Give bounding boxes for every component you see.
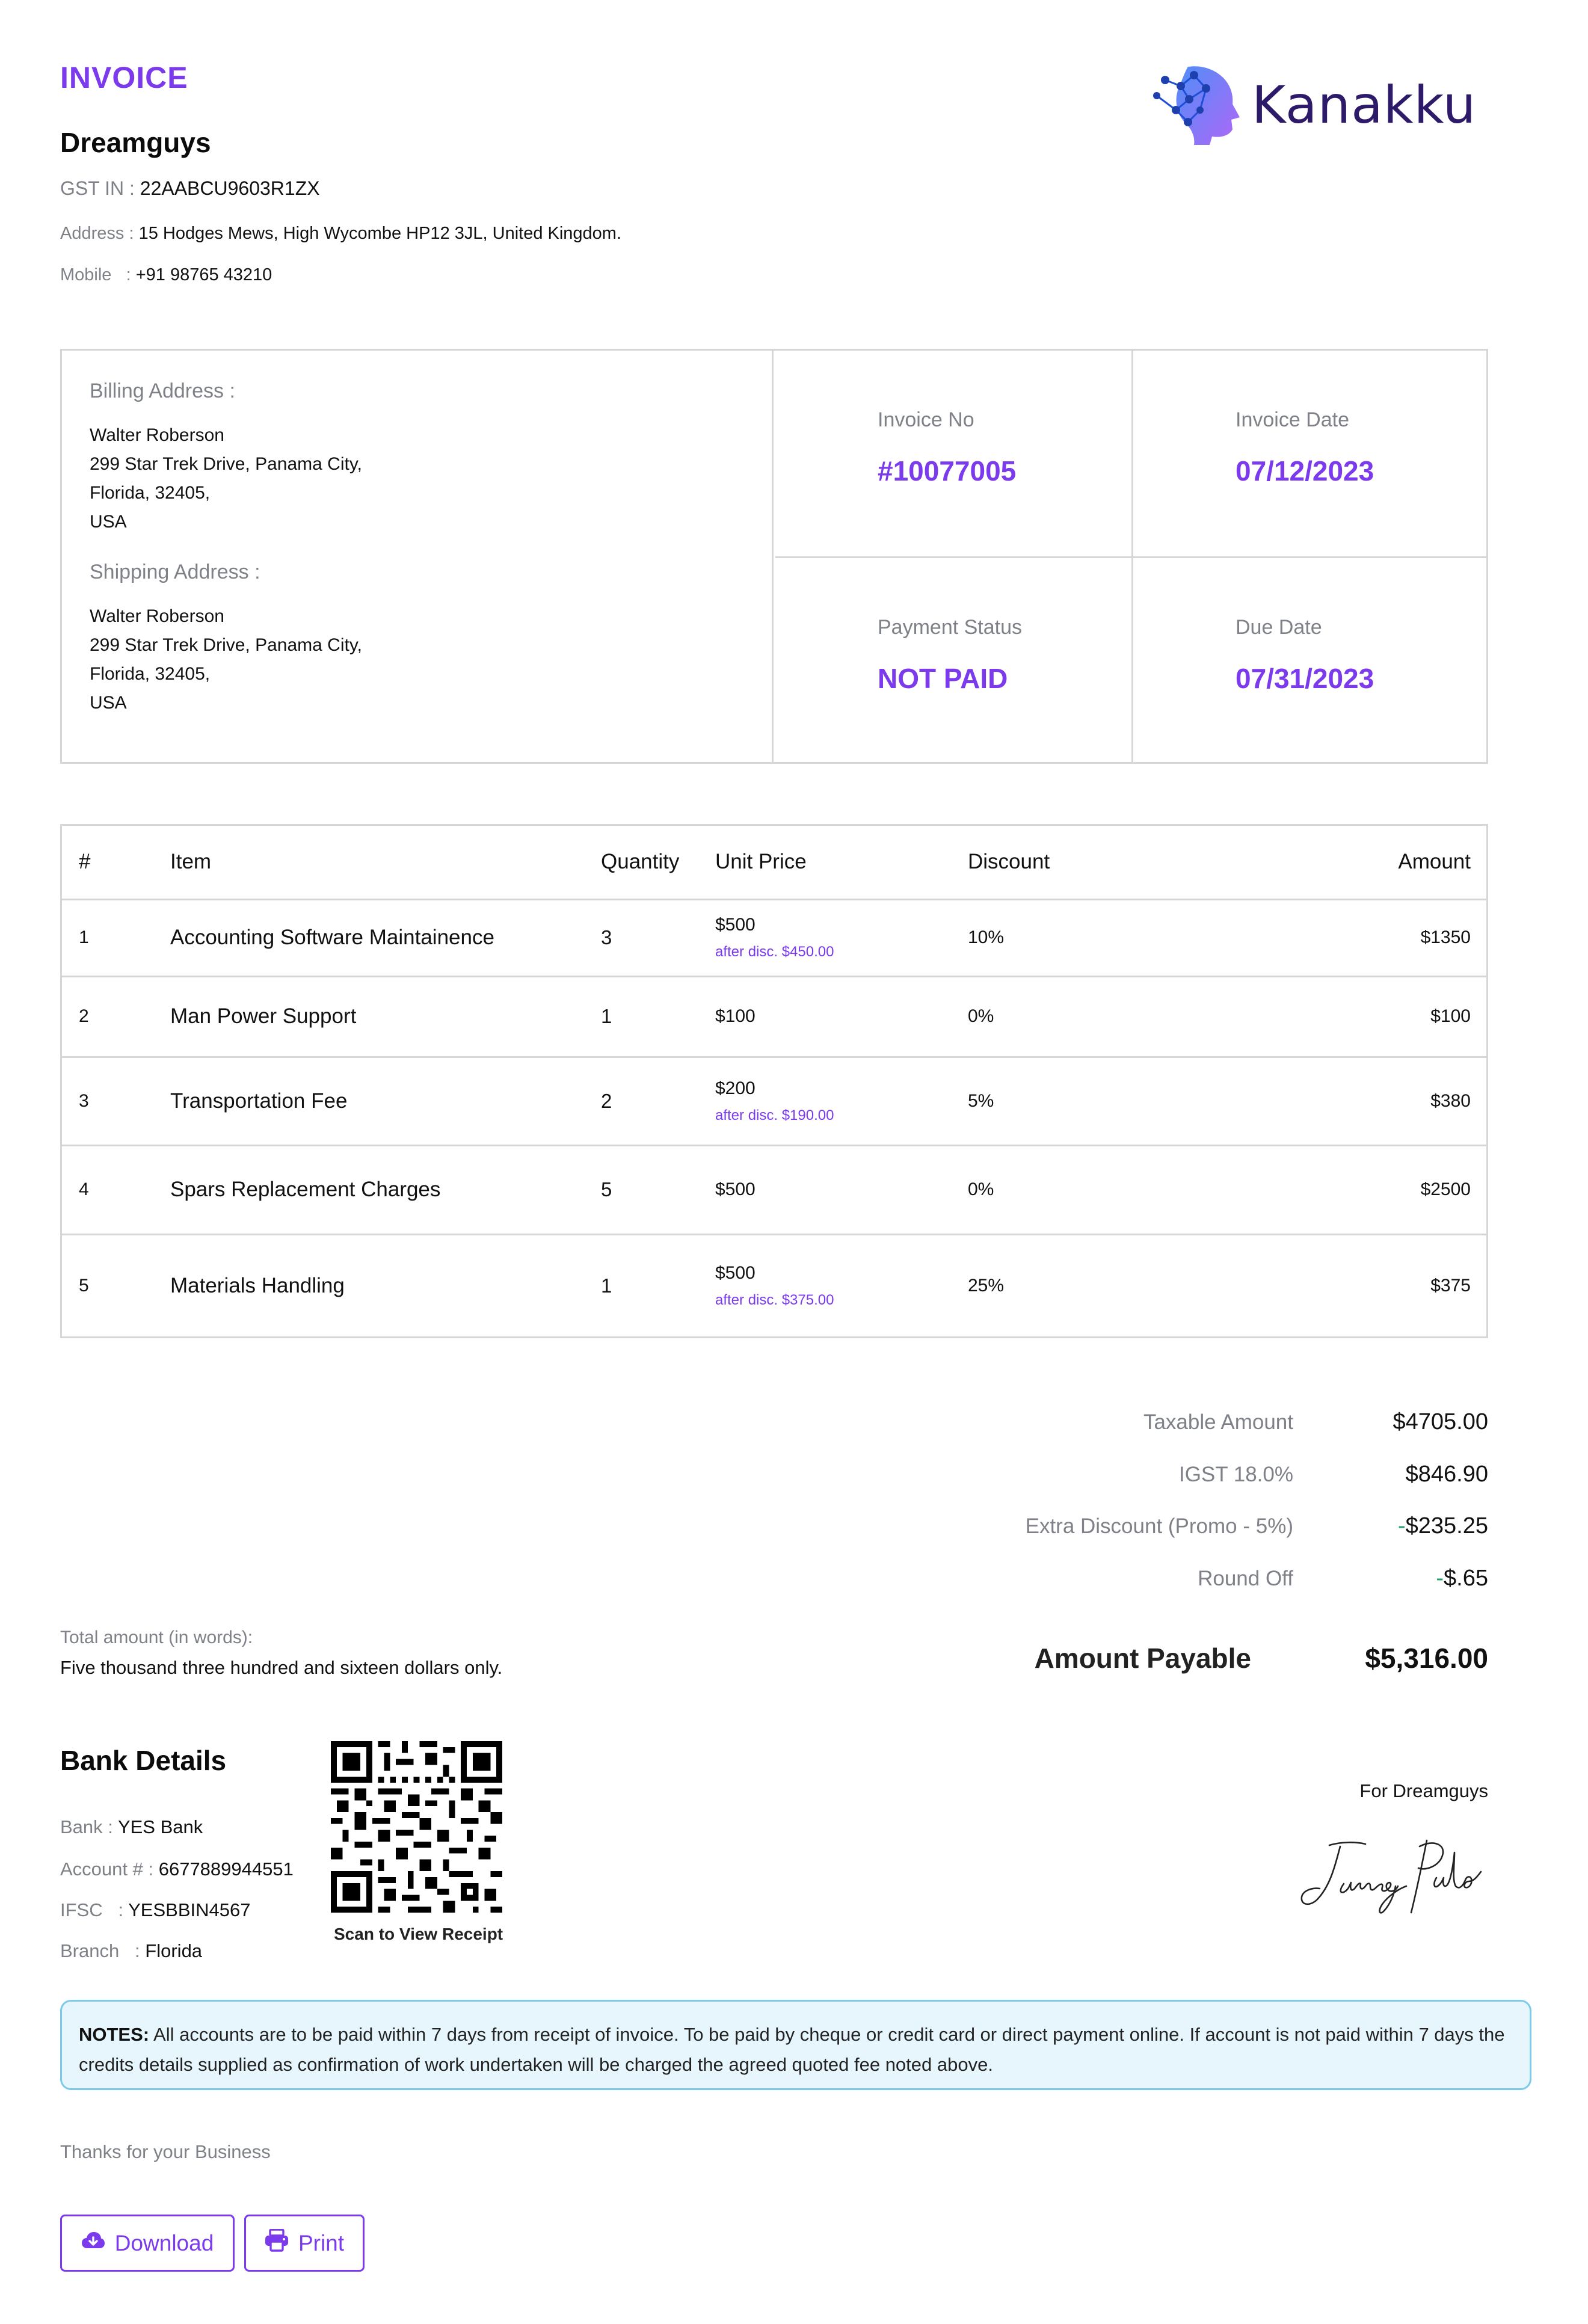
mobile-value: +91 98765 43210 — [135, 265, 272, 284]
logo-text: Kanakku — [1252, 75, 1477, 135]
table-row — [62, 899, 1486, 976]
row-unit-price — [715, 1234, 968, 1336]
extra-discount-label: Extra Discount (Promo - 5%) — [1025, 1514, 1293, 1538]
address-row — [60, 224, 621, 244]
after-discount-price: after disc. $375.00 — [715, 1291, 834, 1308]
column-header-unit-price: Unit Price — [715, 826, 968, 899]
row-quantity: 2 — [601, 1057, 715, 1145]
shipping-line: Florida, 32405, — [90, 664, 211, 684]
round-off-amount: $.65 — [1444, 1566, 1488, 1591]
invoice-date-cell — [1133, 351, 1488, 558]
row-number: 2 — [62, 976, 170, 1057]
gst-row — [60, 177, 320, 200]
shipping-address — [90, 561, 744, 718]
igst-label: IGST 18.0% — [1178, 1463, 1293, 1486]
address-column — [62, 351, 774, 762]
row-quantity: 3 — [601, 899, 715, 976]
row-number: 5 — [79, 1275, 89, 1296]
table-row — [62, 976, 1486, 1057]
negative-sign: - — [1436, 1566, 1444, 1591]
shipping-line: 299 Star Trek Drive, Panama City, — [90, 635, 362, 655]
ai-head-icon — [1152, 62, 1242, 149]
shipping-address-label: Shipping Address : — [90, 561, 260, 583]
taxable-amount-label: Taxable Amount — [1143, 1410, 1293, 1434]
row-quantity: 5 — [601, 1145, 715, 1234]
qr-code[interactable] — [331, 1741, 502, 1913]
row-item: Accounting Software Maintainence — [170, 899, 601, 976]
row-discount: 10% — [968, 899, 1359, 976]
row-discount: 5% — [968, 1057, 1359, 1145]
bank-label: Bank : — [60, 1816, 118, 1837]
row-unit-price — [715, 1057, 968, 1145]
bank-details-title: Bank Details — [60, 1745, 227, 1776]
notes-text: All accounts are to be paid within 7 days from receipt of invoice. To be paid by cheque or credit card or direct payment online. If account is not paid within 7 days the credits details supplied as confirmation of work undertaken will be charged the agreed quoted fee noted above. — [79, 2024, 1505, 2075]
row-amount: $100 — [1359, 976, 1486, 1057]
row-unit-price — [715, 899, 968, 976]
items-table — [60, 824, 1488, 1338]
notes-label: NOTES: — [79, 2024, 150, 2045]
row-unit-price — [715, 1145, 968, 1234]
unit-price: $500 — [715, 1179, 756, 1199]
gst-value: 22AABCU9603R1ZX — [140, 177, 320, 199]
address-label: Address : — [60, 224, 139, 243]
notes-box — [60, 2000, 1531, 2090]
row-discount: 0% — [968, 1145, 1359, 1234]
extra-discount-value — [1398, 1513, 1488, 1539]
invoice-date-label: Invoice Date — [1236, 408, 1349, 431]
address-meta-box — [60, 349, 1488, 764]
invoice-number-cell — [775, 351, 1133, 558]
due-date-cell — [1133, 558, 1488, 764]
payment-status-cell — [775, 558, 1133, 764]
print-label: Print — [298, 2230, 345, 2255]
signature-image — [1293, 1828, 1492, 1919]
shipping-line: USA — [90, 693, 127, 713]
unit-price: $500 — [715, 1262, 756, 1283]
account-row — [60, 1858, 294, 1880]
payment-status: NOT PAID — [878, 663, 1008, 694]
branch-value: Florida — [145, 1940, 203, 1961]
row-amount: $375 — [1430, 1275, 1471, 1296]
igst-value: $846.90 — [1405, 1462, 1488, 1487]
amount-payable-label: Amount Payable — [1034, 1643, 1251, 1674]
mobile-row — [60, 265, 272, 285]
account-label: Account # : — [60, 1858, 159, 1880]
download-button[interactable] — [60, 2215, 235, 2272]
table-row — [62, 1145, 1486, 1234]
row-item: Transportation Fee — [170, 1057, 601, 1145]
unit-price: $200 — [715, 1078, 756, 1098]
after-discount-price: after disc. $190.00 — [715, 1107, 834, 1124]
ifsc-label: IFSC : — [60, 1899, 129, 1920]
billing-line: USA — [90, 512, 127, 532]
billing-address-label: Billing Address : — [90, 380, 235, 402]
invoice-date: 07/12/2023 — [1236, 455, 1374, 487]
row-quantity: 1 — [601, 976, 715, 1057]
branch-label: Branch : — [60, 1940, 146, 1961]
row-number: 1 — [62, 899, 170, 976]
column-header-item: Item — [170, 826, 601, 899]
invoice-number: #10077005 — [878, 455, 1017, 487]
download-label: Download — [114, 2230, 214, 2255]
table-header-row — [62, 826, 1486, 899]
address-value: 15 Hodges Mews, High Wycombe HP12 3JL, United Kingdom. — [138, 224, 622, 243]
unit-price: $500 — [715, 915, 756, 935]
row-discount: 0% — [968, 976, 1359, 1057]
round-off-label: Round Off — [1198, 1567, 1293, 1590]
gst-label: GST IN : — [60, 177, 140, 199]
billing-line: Walter Roberson — [90, 425, 224, 445]
printer-icon — [265, 2229, 289, 2257]
row-item: Man Power Support — [170, 976, 601, 1057]
branch-row — [60, 1940, 202, 1962]
table-row — [62, 1234, 1486, 1336]
row-amount: $2500 — [1359, 1145, 1486, 1234]
row-item: Materials Handling — [170, 1273, 345, 1297]
billing-line: 299 Star Trek Drive, Panama City, — [90, 454, 362, 474]
payment-status-label: Payment Status — [878, 616, 1023, 639]
column-header-discount: Discount — [968, 826, 1359, 899]
round-off-value — [1436, 1566, 1488, 1591]
cloud-download-icon — [81, 2231, 105, 2256]
after-discount-price: after disc. $450.00 — [715, 944, 834, 960]
invoice-number-label: Invoice No — [878, 408, 974, 431]
ifsc-row — [60, 1899, 250, 1921]
column-header-quantity: Quantity — [601, 826, 715, 899]
amount-words-value: Five thousand three hundred and sixteen dollars only. — [60, 1657, 503, 1678]
due-date: 07/31/2023 — [1236, 663, 1374, 694]
row-amount: $380 — [1359, 1057, 1486, 1145]
bank-name-row — [60, 1816, 203, 1838]
ifsc-value: YESBBIN4567 — [128, 1899, 251, 1920]
amount-payable-value: $5,316.00 — [1365, 1643, 1488, 1674]
row-item: Spars Replacement Charges — [170, 1145, 601, 1234]
row-discount: 25% — [968, 1275, 1005, 1296]
for-company-label: For Dreamguys — [1359, 1780, 1488, 1801]
shipping-line: Walter Roberson — [90, 606, 224, 626]
row-amount: $1350 — [1359, 899, 1486, 976]
extra-discount-amount: $235.25 — [1405, 1513, 1488, 1539]
mobile-label: Mobile : — [60, 265, 136, 284]
qr-caption: Scan to View Receipt — [334, 1925, 503, 1943]
invoice-title: INVOICE — [60, 61, 188, 94]
company-name: Dreamguys — [60, 127, 211, 158]
print-button[interactable] — [244, 2215, 365, 2272]
row-unit-price — [715, 976, 968, 1057]
table-row — [62, 1057, 1486, 1145]
row-quantity: 1 — [601, 1274, 612, 1297]
row-number: 3 — [62, 1057, 170, 1145]
amount-words-label: Total amount (in words): — [60, 1628, 253, 1647]
thanks-message: Thanks for your Business — [60, 2141, 271, 2162]
account-value: 6677889944551 — [158, 1858, 294, 1880]
negative-sign: - — [1397, 1513, 1406, 1539]
row-number: 4 — [62, 1145, 170, 1234]
due-date-label: Due Date — [1236, 616, 1322, 639]
bank-value: YES Bank — [117, 1816, 203, 1837]
billing-line: Florida, 32405, — [90, 483, 211, 503]
taxable-amount-value: $4705.00 — [1393, 1409, 1488, 1434]
column-header-number: # — [62, 826, 170, 899]
column-header-amount: Amount — [1359, 826, 1486, 899]
unit-price: $100 — [715, 1006, 756, 1026]
billing-address — [90, 380, 744, 536]
brand-logo — [1152, 60, 1489, 150]
